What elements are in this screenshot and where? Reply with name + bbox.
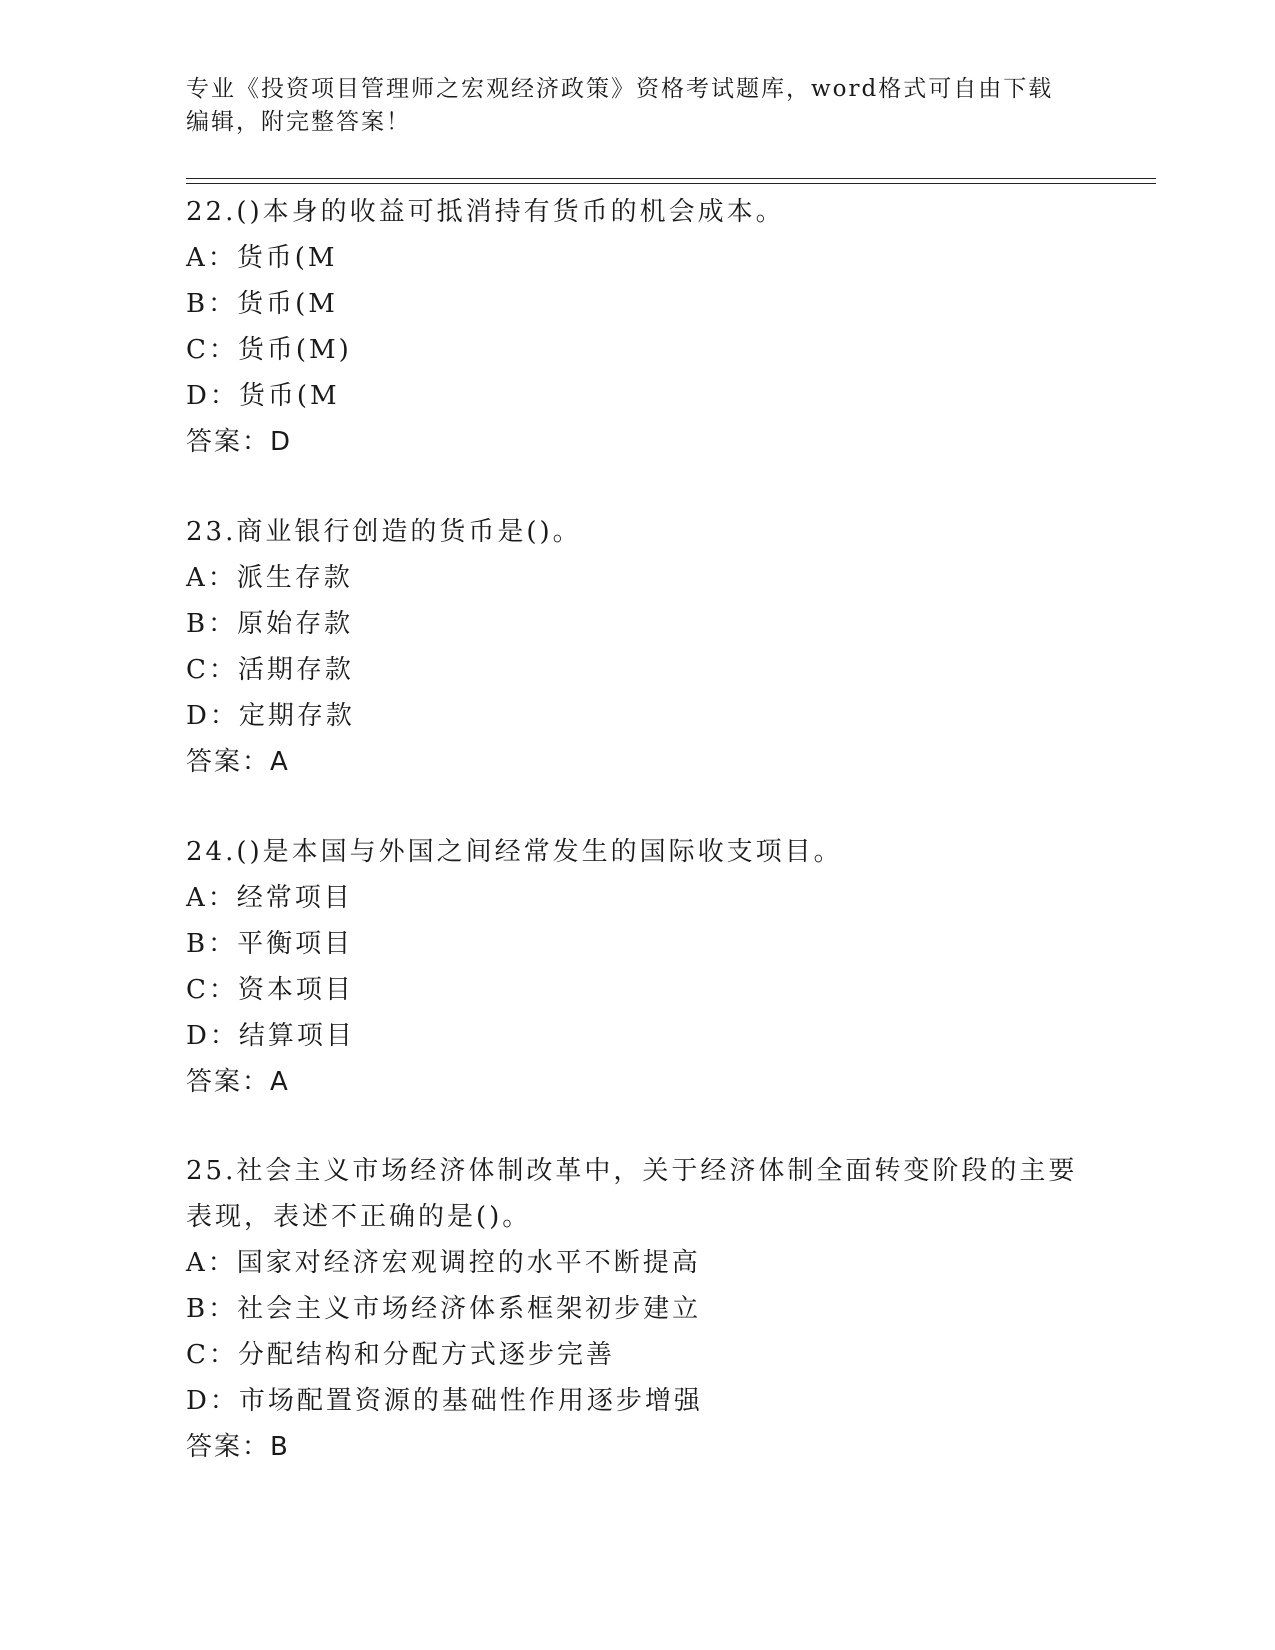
answer-label: 答案：B	[186, 1432, 290, 1462]
option-c: C：资本项目	[186, 975, 354, 1005]
option-c: C：分配结构和分配方式逐步完善	[186, 1340, 615, 1370]
option-d: D：市场配置资源的基础性作用逐步增强	[186, 1386, 703, 1416]
option-a: A：经常项目	[186, 883, 353, 913]
question-22	[186, 189, 1086, 465]
option-b: B：平衡项目	[186, 929, 354, 959]
option-c: C：货币(M)	[186, 335, 352, 365]
question-25	[186, 1148, 1086, 1470]
option-a: A：国家对经济宏观调控的水平不断提高	[186, 1248, 701, 1278]
option-b: B：货币(M	[186, 289, 338, 319]
option-d: D：定期存款	[186, 701, 355, 731]
option-a: A：货币(M	[186, 243, 338, 273]
document-intro: 专业《投资项目管理师之宏观经济政策》资格考试题库，word格式可自由下载编辑，附完整答案！	[186, 76, 1054, 135]
answer-label: 答案：A	[186, 1067, 290, 1097]
option-d: D：结算项目	[186, 1021, 355, 1051]
answer-label: 答案：A	[186, 747, 290, 777]
question-24	[186, 829, 1086, 1105]
option-c: C：活期存款	[186, 655, 354, 685]
question-stem: 25.社会主义市场经济体制改革中，关于经济体制全面转变阶段的主要表现，表述不正确的是()。	[186, 1156, 1078, 1232]
option-b: B：原始存款	[186, 609, 354, 639]
option-b: B：社会主义市场经济体系框架初步建立	[186, 1294, 702, 1324]
header-divider-top	[186, 178, 1156, 179]
question-23	[186, 509, 1086, 785]
question-stem: 22.()本身的收益可抵消持有货币的机会成本。	[186, 197, 785, 227]
question-stem: 23.商业银行创造的货币是()。	[186, 517, 582, 547]
question-stem: 24.()是本国与外国之间经常发生的国际收支项目。	[186, 837, 843, 867]
option-a: A：派生存款	[186, 563, 353, 593]
option-d: D：货币(M	[186, 381, 340, 411]
header-divider-bottom	[186, 183, 1156, 184]
answer-label: 答案：D	[186, 427, 293, 457]
